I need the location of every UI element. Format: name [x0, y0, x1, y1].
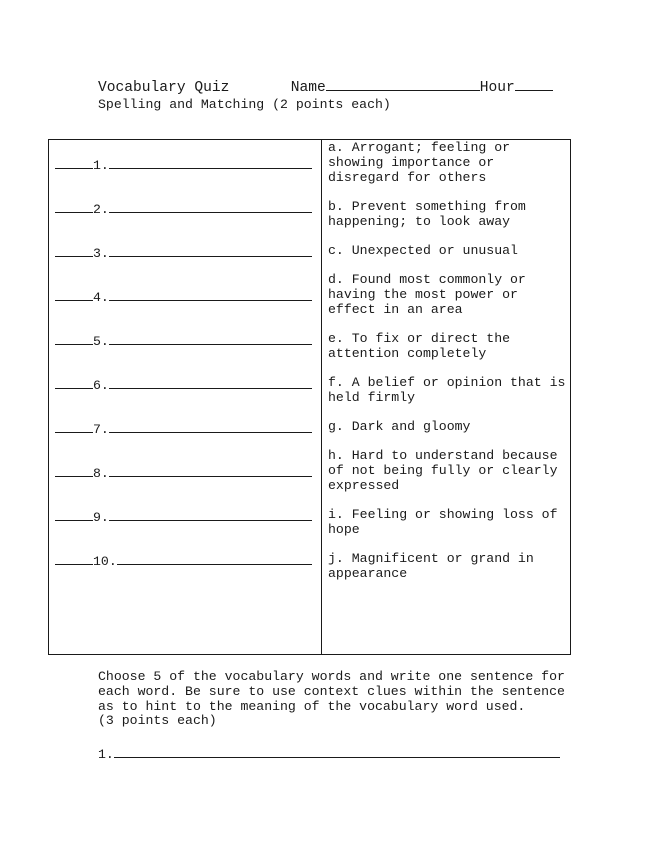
answer-row[interactable] — [55, 332, 317, 347]
item-number: 4. — [93, 290, 109, 305]
title-line — [98, 78, 568, 96]
definition-i: i. Feeling or showing loss of hope — [328, 507, 558, 537]
sentence-row[interactable] — [98, 745, 560, 763]
answer-row[interactable] — [55, 464, 317, 479]
word-blank[interactable] — [109, 464, 312, 477]
sentence-number: 1. — [98, 747, 114, 762]
definition-j: j. Magnificent or grand in appearance — [328, 551, 534, 581]
answer-row[interactable] — [55, 552, 317, 567]
instructions-points: (3 points each) — [98, 713, 217, 729]
letter-blank[interactable] — [55, 508, 93, 521]
item-number: 5. — [93, 334, 109, 349]
word-blank[interactable] — [109, 244, 312, 257]
letter-blank[interactable] — [55, 244, 93, 257]
quiz-header — [98, 78, 568, 113]
hour-label: Hour — [479, 80, 515, 96]
item-number: 10. — [93, 554, 117, 569]
answer-row[interactable] — [55, 508, 317, 523]
instructions-text: Choose 5 of the vocabulary words and write one sentence for each word. Be sure to use context clues within the sentence as to hint to the meaning of the vocabulary word used. — [98, 669, 565, 714]
matching-table — [48, 139, 571, 655]
word-blank[interactable] — [109, 508, 312, 521]
letter-blank[interactable] — [55, 288, 93, 301]
letter-blank[interactable] — [55, 420, 93, 433]
word-blank[interactable] — [109, 420, 312, 433]
answer-row[interactable] — [55, 244, 317, 259]
letter-blank[interactable] — [55, 552, 93, 565]
word-blank[interactable] — [109, 332, 312, 345]
quiz-title: Vocabulary Quiz — [98, 80, 230, 96]
definition-e: e. To fix or direct the attention completely — [328, 331, 511, 361]
word-blank[interactable] — [117, 552, 312, 565]
word-blank[interactable] — [109, 288, 312, 301]
item-number: 9. — [93, 510, 109, 525]
definition-b: b. Prevent something from happening; to look away — [328, 199, 526, 229]
name-label: Name — [290, 80, 326, 96]
sentence-blank[interactable] — [114, 745, 560, 758]
item-number: 3. — [93, 246, 109, 261]
letter-blank[interactable] — [55, 200, 93, 213]
item-number: 6. — [93, 378, 109, 393]
definition-g: g. Dark and gloomy — [328, 419, 471, 434]
word-blank[interactable] — [109, 156, 312, 169]
definition-a: a. Arrogant; feeling or showing importance or disregard for others — [328, 140, 511, 185]
hour-blank[interactable] — [515, 78, 553, 91]
answer-row[interactable] — [55, 156, 317, 171]
answer-row[interactable] — [55, 376, 317, 391]
sentence-instructions — [98, 670, 568, 729]
letter-blank[interactable] — [55, 332, 93, 345]
letter-blank[interactable] — [55, 156, 93, 169]
name-blank[interactable] — [326, 78, 480, 91]
column-divider — [321, 140, 322, 654]
item-number: 7. — [93, 422, 109, 437]
item-number: 1. — [93, 158, 109, 173]
word-blank[interactable] — [109, 376, 312, 389]
answer-row[interactable] — [55, 288, 317, 303]
item-number: 8. — [93, 466, 109, 481]
definition-d: d. Found most commonly or having the most power or effect in an area — [328, 272, 526, 317]
word-blank[interactable] — [109, 200, 312, 213]
definition-f: f. A belief or opinion that is held firmly — [328, 375, 566, 405]
item-number: 2. — [93, 202, 109, 217]
answer-row[interactable] — [55, 200, 317, 215]
letter-blank[interactable] — [55, 464, 93, 477]
quiz-subtitle: Spelling and Matching (2 points each) — [98, 97, 391, 112]
answer-row[interactable] — [55, 420, 317, 435]
letter-blank[interactable] — [55, 376, 93, 389]
definition-c: c. Unexpected or unusual — [328, 243, 518, 258]
definition-h: h. Hard to understand because of not being fully or clearly expressed — [328, 448, 558, 493]
